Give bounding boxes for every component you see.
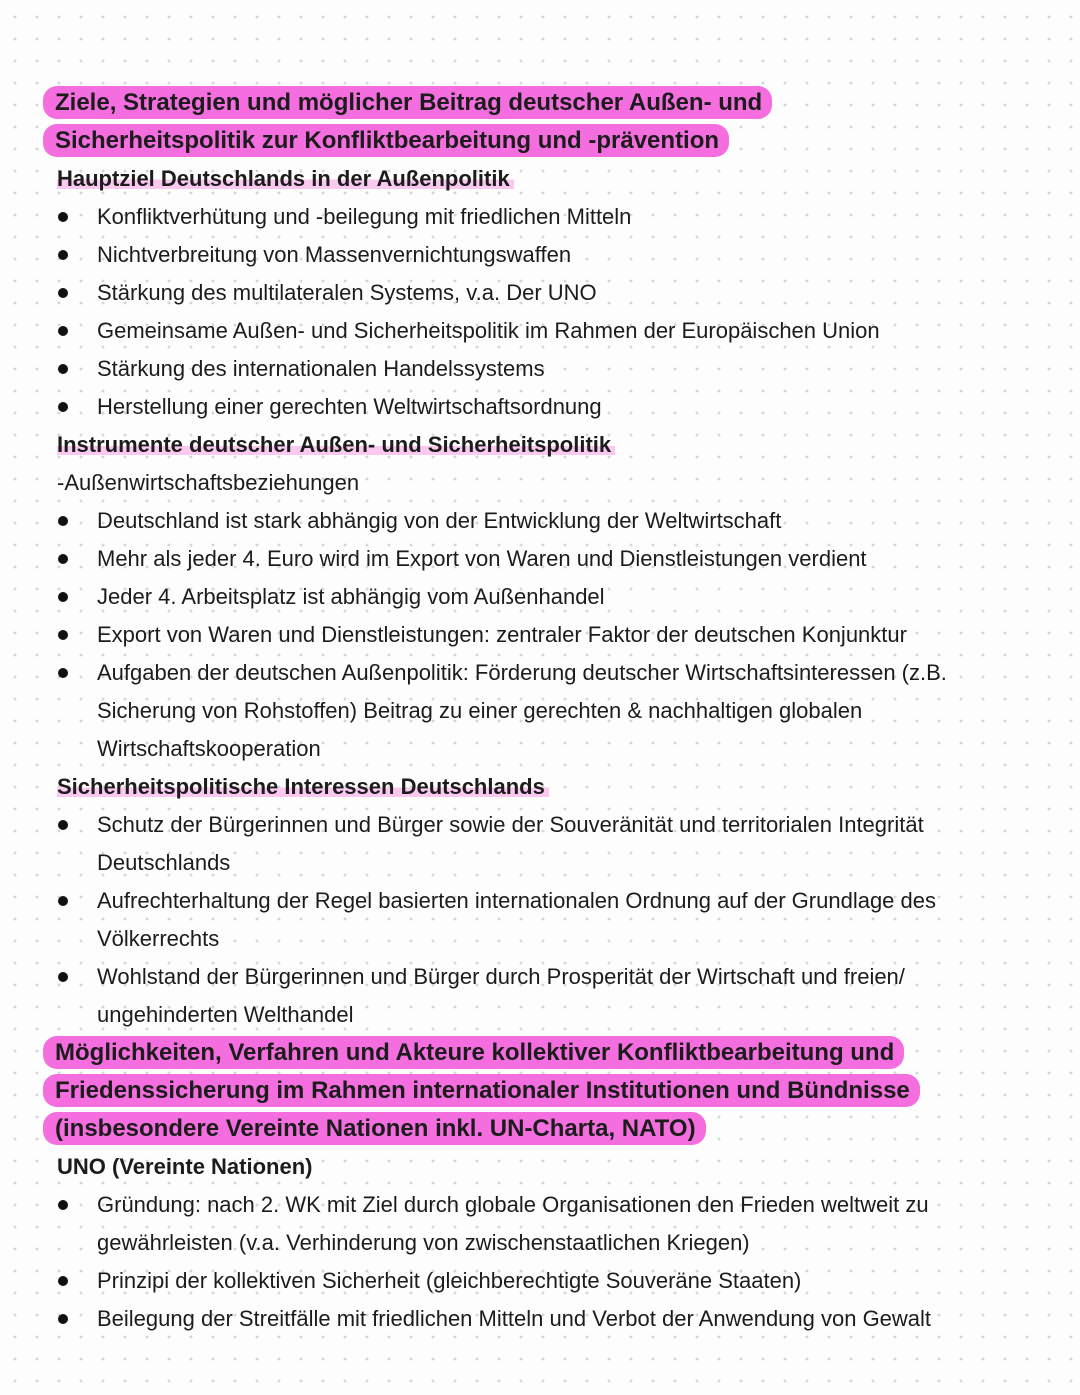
section-2-title-text-1: Möglichkeiten, Verfahren und Akteure kollektiver Konfliktbearbeitung und (43, 1036, 904, 1069)
section-2-title-text-3: (insbesondere Vereinte Nationen inkl. UN-Charta, NATO) (43, 1112, 706, 1145)
instruments-heading: Instrumente deutscher Außen- und Sicherheitspolitik (0, 426, 1080, 464)
notes-page (0, 84, 1080, 1338)
goals-heading: Hauptziel Deutschlands in der Außenpolitik (0, 160, 1080, 198)
uno-heading: UNO (Vereinte Nationen) (57, 1154, 313, 1179)
security-bullet: Aufrechterhaltung der Regel basierten internationalen Ordnung auf der Grundlage des (0, 882, 1080, 920)
instruments-bullet: Jeder 4. Arbeitsplatz ist abhängig vom Außenhandel (0, 578, 1080, 616)
section-2-title-line-1 (0, 1034, 1080, 1072)
section-2-title-text-2: Friedenssicherung im Rahmen internationaler Institutionen und Bündnisse (43, 1074, 920, 1107)
goals-bullet: Herstellung einer gerechten Weltwirtschaftsordnung (0, 388, 1080, 426)
section-1-title-line-1 (0, 84, 1080, 122)
instruments-bullet: Aufgaben der deutschen Außenpolitik: Förderung deutscher Wirtschaftsinteressen (z.B. (0, 654, 1080, 692)
uno-bullet: Gründung: nach 2. WK mit Ziel durch globale Organisationen den Frieden weltweit zu (0, 1186, 1080, 1224)
security-bullet: Wohlstand der Bürgerinnen und Bürger durch Prosperität der Wirtschaft und freien/ (0, 958, 1080, 996)
uno-bullet-continuation: gewährleisten (v.a. Verhinderung von zwischenstaatlichen Kriegen) (97, 1230, 750, 1255)
section-1-title-line-2 (0, 122, 1080, 160)
instruments-bullet: Deutschland ist stark abhängig von der Entwicklung der Weltwirtschaft (0, 502, 1080, 540)
security-bullet: Schutz der Bürgerinnen und Bürger sowie der Souveränität und territorialen Integrität (0, 806, 1080, 844)
instruments-intro: -Außenwirtschaftsbeziehungen (57, 470, 360, 495)
instruments-bullet-continuation: Sicherung von Rohstoffen) Beitrag zu einer gerechten & nachhaltigen globalen (97, 698, 863, 723)
goals-bullet: Stärkung des internationalen Handelssystems (0, 350, 1080, 388)
security-bullet-continuation: Deutschlands (97, 850, 231, 875)
section-1-title-text-2: Sicherheitspolitik zur Konfliktbearbeitung und -prävention (43, 124, 729, 157)
section-1-title-text-1: Ziele, Strategien und möglicher Beitrag deutscher Außen- und (43, 86, 772, 119)
goals-bullet: Gemeinsame Außen- und Sicherheitspolitik im Rahmen der Europäischen Union (0, 312, 1080, 350)
security-bullet-continuation: Völkerrechts (97, 926, 220, 951)
instruments-bullet-continuation: Wirtschaftskooperation (97, 736, 321, 761)
goals-bullet: Konfliktverhütung und -beilegung mit friedlichen Mitteln (0, 198, 1080, 236)
goals-bullet: Nichtverbreitung von Massenvernichtungswaffen (0, 236, 1080, 274)
instruments-bullet: Export von Waren und Dienstleistungen: zentraler Faktor der deutschen Konjunktur (0, 616, 1080, 654)
uno-bullet: Beilegung der Streitfälle mit friedlichen Mitteln und Verbot der Anwendung von Gewalt (0, 1300, 1080, 1338)
section-2-title-line-3 (0, 1110, 1080, 1148)
goals-bullet: Stärkung des multilateralen Systems, v.a. Der UNO (0, 274, 1080, 312)
security-bullet-continuation: ungehinderten Welthandel (97, 1002, 354, 1027)
security-heading: Sicherheitspolitische Interessen Deutschlands (0, 768, 1080, 806)
instruments-bullet: Mehr als jeder 4. Euro wird im Export von Waren und Dienstleistungen verdient (0, 540, 1080, 578)
uno-bullet: Prinzipi der kollektiven Sicherheit (gleichberechtigte Souveräne Staaten) (0, 1262, 1080, 1300)
section-2-title-line-2 (0, 1072, 1080, 1110)
